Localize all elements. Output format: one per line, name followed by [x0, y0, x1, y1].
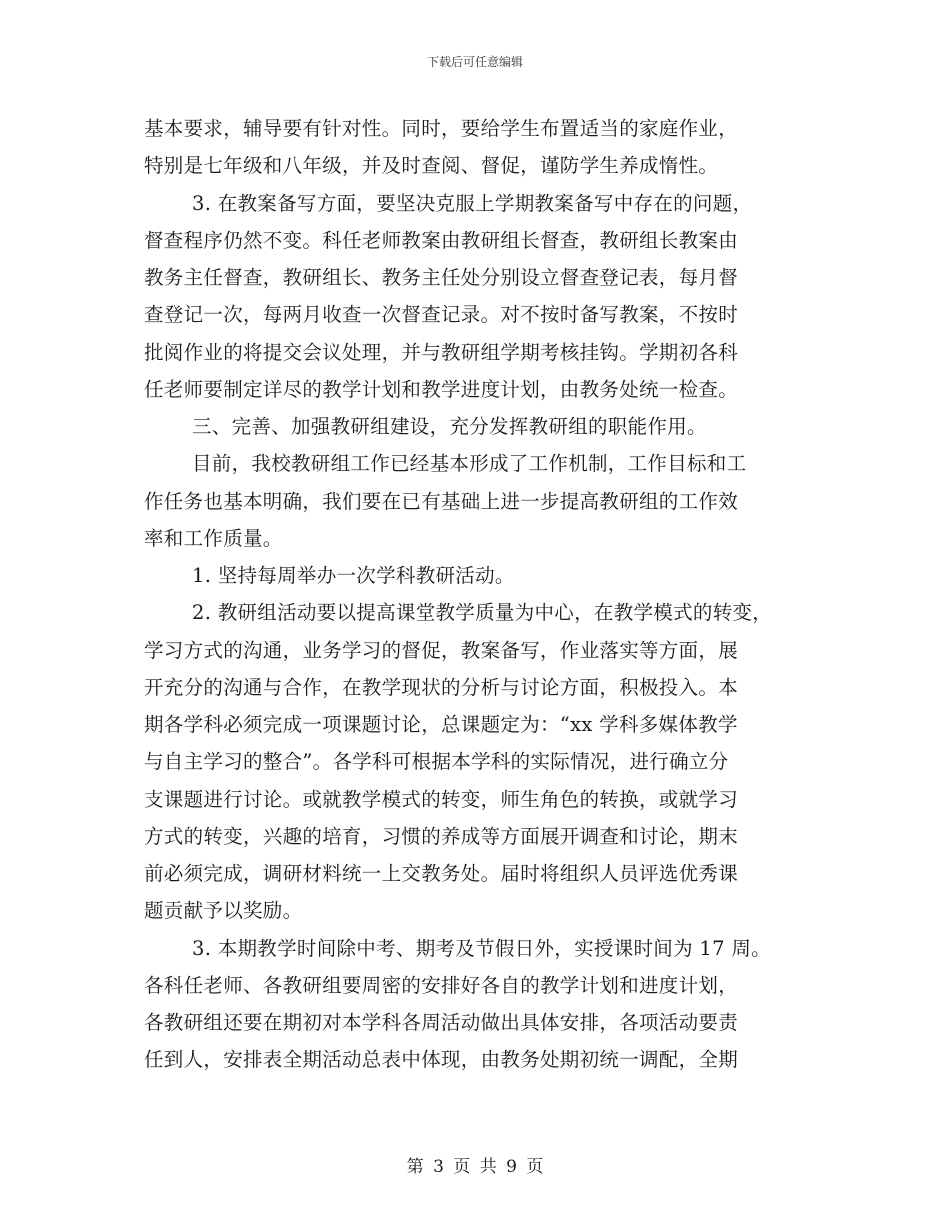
text-line: 3. 本期教学时间除中考、期考及节假日外，实授课时间为 17 周。: [192, 936, 771, 960]
text-line: 2. 教研组活动要以提高课堂教学质量为中心，在教学模式的转变，: [192, 601, 773, 625]
text-line: 基本要求，辅导要有针对性。同时，要给学生布置适当的家庭作业，: [144, 117, 739, 140]
text-line: 目前，我校教研组工作已经基本形成了工作机制，工作目标和工: [192, 452, 747, 476]
text-line: 3. 在教案备写方面，要坚决克服上学期教案备写中存在的问题，: [192, 191, 753, 215]
text-line: 各科任老师、各教研组要周密的安排好各自的教学计划和进度计划，: [144, 973, 739, 997]
text-line: 特别是七年级和八年级，并及时查阅、督促，谨防学生养成惰性。: [144, 154, 719, 178]
text-line: 查登记一次，每两月收查一次督查记录。对不按时备写教案，不按时: [144, 303, 739, 327]
text-line: 率和工作质量。: [144, 526, 283, 550]
text-line: 督查程序仍然不变。科任老师教案由教研组长督查，教研组长教案由: [144, 228, 739, 252]
text-line: 题贡献予以奖励。: [144, 899, 303, 923]
page-header: 下载后可任意编辑: [426, 55, 523, 69]
text-line: 期各学科必须完成一项课题讨论，总课题定为：“xx 学科多媒体教学: [144, 713, 738, 736]
text-line: 各教研组还要在期初对本学科各周活动做出具体安排，各项活动要责: [144, 1011, 739, 1034]
text-line: 任老师要制定详尽的教学计划和教学进度计划，由教务处统一检查。: [144, 377, 739, 401]
text-line: 方式的转变，兴趣的培育，习惯的养成等方面展开调查和讨论，期末: [144, 824, 739, 848]
text-line: 作任务也基本明确，我们要在已有基础上进一步提高教研组的工作效: [144, 489, 739, 513]
text-line: 教务主任督查，教研组长、教务主任处分别设立督查登记表，每月督: [144, 266, 739, 289]
text-line: 前必须完成，调研材料统一上交教务处。届时将组织人员评选优秀课: [144, 862, 739, 885]
section-heading: 三、完善、加强教研组建设，充分发挥教研组的职能作用。: [192, 415, 707, 438]
page-number: 第 3 页 共 9 页: [406, 1157, 544, 1177]
text-line: 1. 坚持每周举办一次学科教研活动。: [192, 564, 515, 587]
text-line: 支课题进行讨论。或就教学模式的转变，师生角色的转换，或就学习: [144, 787, 739, 811]
text-line: 任到人，安排表全期活动总表中体现，由教务处期初统一调配，全期: [144, 1048, 739, 1072]
text-line: 开充分的沟通与合作，在教学现状的分析与讨论方面，积极投入。本: [144, 675, 739, 699]
text-line: 学习方式的沟通，业务学习的督促，教案备写，作业落实等方面，展: [144, 638, 739, 662]
document-body: [144, 110, 808, 1079]
text-line: 批阅作业的将提交会议处理，并与教研组学期考核挂钩。学期初各科: [144, 340, 739, 364]
text-line: 与自主学习的整合”。各学科可根据本学科的实际情况，进行确立分: [144, 750, 729, 774]
